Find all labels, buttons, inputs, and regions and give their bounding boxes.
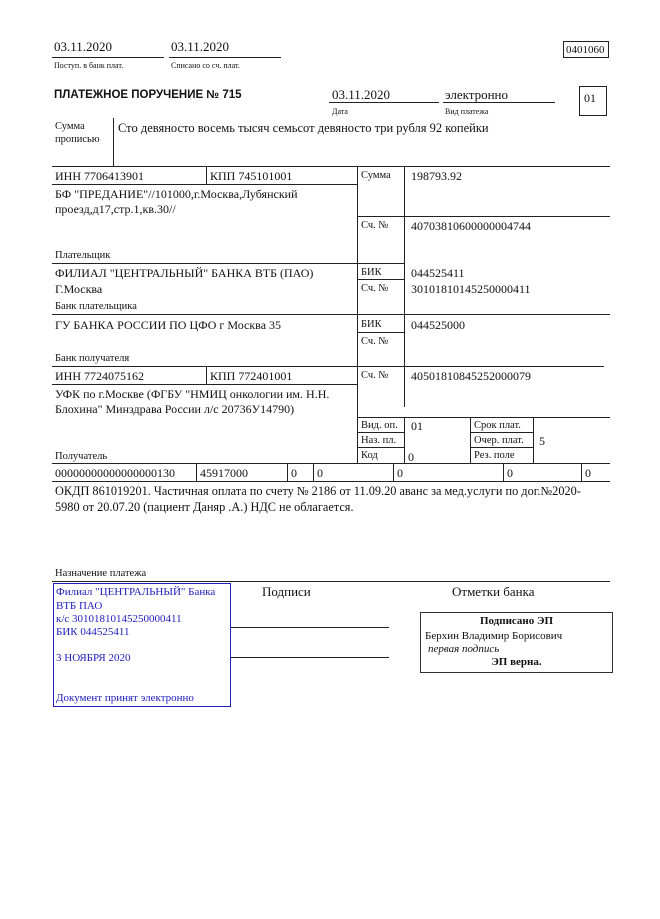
- due-label: Срок плат.: [474, 420, 521, 431]
- bik-account-line: [357, 279, 404, 280]
- payee-kpp: КПП 772401001: [210, 369, 293, 383]
- payee-bank-account-label: Сч. №: [361, 336, 389, 347]
- priority-label: Очер. плат.: [474, 435, 524, 446]
- payee-inn-kpp-divider: [206, 366, 207, 384]
- received-date-label: Поступ. в банк плат.: [54, 61, 124, 70]
- payer-bank-name-line-1: ФИЛИАЛ "ЦЕНТРАЛЬНЫЙ" БАНКА ВТБ (ПАО): [55, 266, 314, 280]
- codes-top-line: [357, 417, 610, 418]
- payer-account-value: 40703810600000004744: [411, 219, 531, 233]
- payer-name-line-2: проезд,д17,стр.1,кв.30//: [55, 202, 176, 216]
- received-date: 03.11.2020: [54, 39, 113, 54]
- e-signature-title: Подписано ЭП: [479, 615, 554, 627]
- payer-inn-row-line: [52, 184, 357, 185]
- tax-doc-date: 0: [507, 466, 513, 480]
- code-label: Код: [361, 450, 378, 461]
- op-type-label: Вид. оп.: [361, 420, 398, 431]
- payee-name-line-2: Блохина" Минздрава России л/с 20736У14790): [55, 402, 295, 416]
- tax-div-1: [196, 463, 197, 481]
- op-type-value: 01: [411, 419, 423, 433]
- stamp-line-4: БИК 044525411: [56, 626, 130, 638]
- codes-mid-divider: [470, 417, 471, 463]
- payee-bank-bik-label: БИК: [361, 319, 382, 330]
- tax-row-bottom-line: [52, 481, 610, 482]
- purpose-line-2: 5980 от 20.07.20 (пациент Даняр .А.) НДС не облагается.: [55, 500, 354, 514]
- order-date-label: Дата: [332, 107, 348, 116]
- codes-right-line-1: [470, 432, 533, 433]
- sum-label: Сумма: [361, 170, 391, 181]
- payee-bik-line: [357, 332, 404, 333]
- e-signature-role: первая подпись: [428, 643, 500, 655]
- payment-type: электронно: [445, 87, 509, 102]
- stamp-line-2: ВТБ ПАО: [56, 600, 103, 612]
- payer-bank-bik-label: БИК: [361, 267, 382, 278]
- bank-stamp: [53, 583, 231, 707]
- codes-right-line-2: [470, 447, 533, 448]
- received-date-underline: [52, 57, 164, 58]
- payment-type-underline: [443, 102, 555, 103]
- payee-account-value: 40501810845252000079: [411, 369, 531, 383]
- codes-line-1: [357, 432, 404, 433]
- reserve-label: Рез. поле: [474, 450, 515, 461]
- tax-oktmo: 45917000: [200, 466, 248, 480]
- payer-bank-bik-value: 044525411: [411, 266, 465, 280]
- order-date-underline: [329, 102, 439, 103]
- payer-bank-bottom-line: [52, 314, 610, 315]
- payer-bank-name-line-2: Г.Москва: [55, 282, 103, 296]
- amount-words-label-1: Сумма: [55, 121, 85, 132]
- sum-row-line: [357, 216, 610, 217]
- tax-extra: 0: [585, 466, 591, 480]
- payee-name-line-1: УФК по г.Москве (ФГБУ "НМИЦ онкологии им. Н.Н.: [55, 387, 330, 401]
- tax-doc-number: 0: [397, 466, 403, 480]
- payer-inn: ИНН 7706413901: [55, 169, 144, 183]
- code-value: 0: [408, 450, 414, 464]
- tax-row-top-line: [52, 463, 610, 464]
- payer-kpp: КПП 745101001: [210, 169, 293, 183]
- payer-inn-kpp-divider: [206, 166, 207, 184]
- codes-right-divider: [533, 417, 534, 463]
- payer-label: Плательщик: [55, 250, 111, 261]
- tax-div-6: [581, 463, 582, 481]
- amount-words-label-2: прописью: [55, 134, 100, 145]
- payer-name-line-1: БФ "ПРЕДАНИЕ"//101000,г.Москва,Лубянский: [55, 187, 298, 201]
- codes-label-divider: [404, 417, 405, 463]
- payer-account-label: Сч. №: [361, 220, 389, 231]
- stamp-line-1: Филиал "ЦЕНТРАЛЬНЫЙ" Банка: [56, 586, 216, 598]
- bik-top-line: [357, 263, 404, 264]
- payee-bank-bik-value: 044525000: [411, 318, 465, 332]
- purpose-bottom-line: [52, 581, 610, 582]
- e-signature-signer: Берхин Владимир Борисович: [425, 630, 563, 642]
- document-title: ПЛАТЕЖНОЕ ПОРУЧЕНИЕ № 715: [54, 89, 242, 101]
- payee-account-label: Сч. №: [361, 370, 389, 381]
- stamp-date: 3 НОЯБРЯ 2020: [56, 652, 131, 664]
- e-signature-verified: ЭП верна.: [491, 656, 542, 668]
- payer-bank-label: Банк плательщика: [55, 301, 137, 312]
- table-label-divider: [404, 166, 405, 407]
- signatures-label: Подписи: [262, 584, 311, 599]
- payer-bank-account-value: 30101810145250000411: [411, 282, 531, 296]
- payer-bottom-line: [52, 263, 357, 264]
- tax-div-3: [313, 463, 314, 481]
- stamp-line-3: к/с 30101810145250000411: [56, 613, 182, 625]
- purpose-label: Назначение платежа: [55, 568, 147, 579]
- debited-date: 03.11.2020: [171, 39, 230, 54]
- payee-inn: ИНН 7724075162: [55, 369, 144, 383]
- tax-basis: 0: [291, 466, 297, 480]
- tax-div-2: [287, 463, 288, 481]
- purpose-code-label: Наз. пл.: [361, 435, 397, 446]
- priority-value: 5: [539, 434, 545, 448]
- table-top-line: [52, 166, 610, 167]
- tax-period: 0: [317, 466, 323, 480]
- tax-div-5: [503, 463, 504, 481]
- debited-date-label: Списано со сч. плат.: [171, 61, 240, 70]
- form-code: 0401060: [566, 44, 605, 56]
- stamp-footer: Документ принят электронно: [56, 692, 194, 704]
- payee-label: Получатель: [55, 451, 108, 462]
- payee-bank-bottom-line: [52, 366, 604, 367]
- bank-marks-label: Отметки банка: [452, 584, 535, 599]
- status-code-box: [579, 86, 607, 116]
- debited-date-underline: [169, 57, 281, 58]
- signature-line-1: [231, 627, 389, 628]
- payment-type-label: Вид платежа: [445, 107, 489, 116]
- payee-bank-name: ГУ БАНКА РОССИИ ПО ЦФО г Москва 35: [55, 318, 282, 332]
- form-code-box: [563, 41, 609, 58]
- payee-inn-row-line: [52, 384, 357, 385]
- purpose-line-1: ОКДП 861019201. Частичная оплата по счету № 2186 от 11.09.20 аванс за мед.услуги по дог.№2020-: [55, 484, 581, 498]
- payer-bank-account-label: Сч. №: [361, 283, 389, 294]
- e-signature-box: [420, 612, 613, 673]
- status-code: 01: [584, 91, 596, 105]
- tax-kbk: 00000000000000000130: [55, 466, 175, 480]
- amount-words-divider: [113, 118, 114, 166]
- codes-line-2: [357, 447, 404, 448]
- sum-value: 198793.92: [411, 169, 462, 183]
- signature-line-2: [231, 657, 389, 658]
- tax-div-4: [393, 463, 394, 481]
- order-date: 03.11.2020: [332, 87, 391, 102]
- payee-bank-label: Банк получателя: [55, 353, 130, 364]
- amount-in-words: Сто девяносто восемь тысяч семьсот девяносто три рубля 92 копейки: [118, 121, 489, 135]
